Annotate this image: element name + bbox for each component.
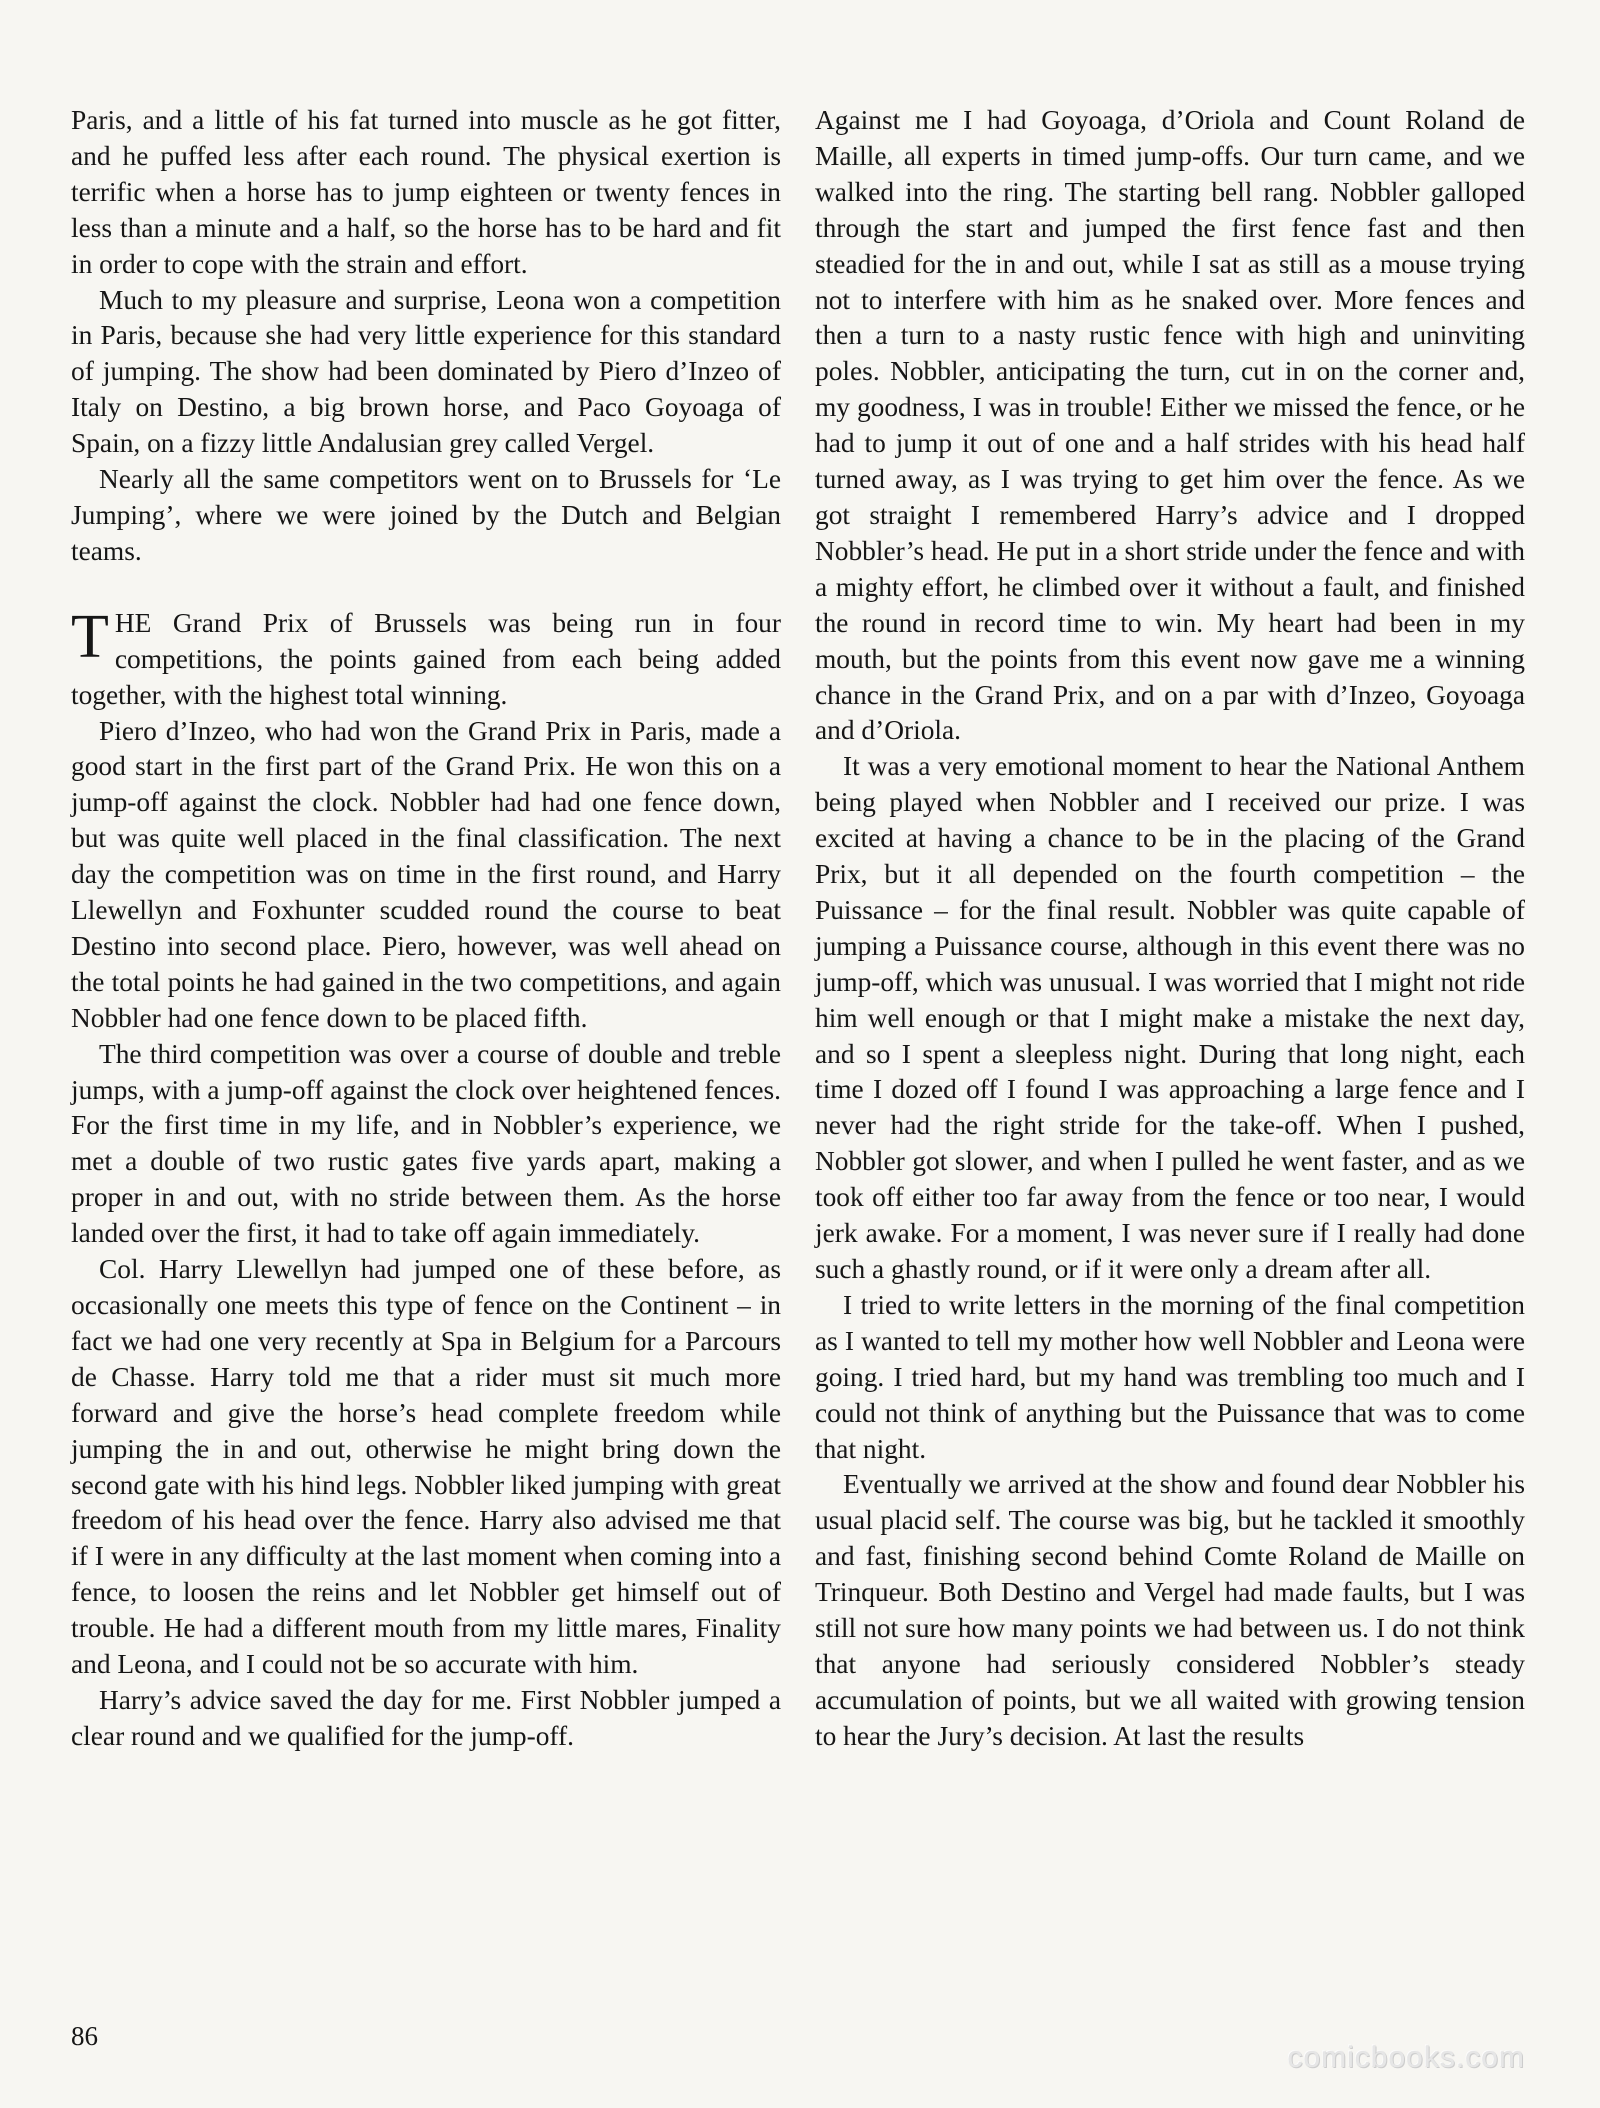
paragraph: I tried to write letters in the morning of the final competition as I wanted to tell my mother how well Nobbler and Leona were going. I tried hard, but my hand was trembling too much and I could not think of anything but the Puissance that was to come that night. xyxy=(815,1289,1525,1464)
paragraph: Against me I had Goyoaga, d’Oriola and Count Roland de Maille, all experts in timed jump-offs. Our turn came, and we walked into the ring. The starting bell rang. Nobbler galloped through the start and jumped the first fence fast and then steadied for the in and out, while I sat as still as a mouse trying not to interfere with him as he snaked over. More fences and then a turn to a nasty rustic fence with high and uninviting poles. Nobbler, anticipating the turn, cut in on the corner and, my goodness, I was in trouble! Either we missed the fence, or he had to jump it out of one and a half strides with his head half turned away, as I was trying to get him over the fence. As we got straight I remembered Harry’s advice and I dropped Nobbler’s head. He put in a short stride under the fence and with a mighty effort, he climbed over it without a fault, and finished the round in record time to win. My heart had been in my mouth, but the points from this event now gave me a winning chance in the Grand Prix, and on a par with d’Inzeo, Goyoaga and d’Oriola. xyxy=(815,105,1525,746)
paragraph: It was a very emotional moment to hear the National Anthem being played when Nobbler and I received our prize. I was excited at having a chance to be in the placing of the Grand Prix, but it all depended on the fourth competition – the Puissance – for the final result. Nobbler was quite capable of jumping a Puissance course, although in this event there was no jump-off, which was unusual. I was worried that I might not ride him well enough or that I might make a mistake the next day, and so I spent a sleepless night. During that long night, each time I dozed off I found I was approaching a large fence and I never had the right stride for the take-off. When I pushed, Nobbler got slower, and when I pulled he went faster, and as we took off either too far away from the fence or too near, I would jerk awake. For a moment, I was never sure if I really had done such a ghastly round, or if it were only a dream after all. xyxy=(815,751,1525,1284)
left-column xyxy=(71,103,781,1755)
drop-cap: T xyxy=(71,602,109,671)
paragraph: Much to my pleasure and surprise, Leona won a competition in Paris, because she had very little experience for this standard of jumping. The show had been dominated by Piero d’Inzeo of Italy on Destino, a big brown horse, and Paco Goyoaga of Spain, on a fizzy little Andalusian grey called Vergel. xyxy=(71,284,781,459)
paragraph: Col. Harry Llewellyn had jumped one of these before, as occasionally one meets this type of fence on the Continent – in fact we had one very recently at Spa in Belgium for a Parcours de Chasse. Harry told me that a rider must sit much more forward and give the horse’s head complete freedom while jumping the in and out, otherwise he might bring down the second gate with his hind legs. Nobbler liked jumping with great freedom of his head over the fence. Harry also advised me that if I were in any difficulty at the last moment when coming into a fence, to loosen the reins and let Nobbler get himself out of trouble. He had a different mouth from my little mares, Finality and Leona, and I could not be so accurate with him. xyxy=(71,1254,781,1680)
page-number: 86 xyxy=(71,2021,98,2051)
paragraph: Harry’s advice saved the day for me. First Nobbler jumped a clear round and we qualified for the jump-off. xyxy=(71,1684,781,1751)
paragraph: Paris, and a little of his fat turned into muscle as he got fitter, and he puffed less after each round. The physical exertion is terrific when a horse has to jump eighteen or twenty fences in less than a minute and a half, so the horse has to be hard and fit in order to cope with the strain and effort. xyxy=(71,105,781,279)
section-opening-paragraph xyxy=(71,602,781,714)
paragraph-text: HE Grand Prix of Brussels was being run in four competitions, the points gained from each being added together, with the highest total winning. xyxy=(71,607,781,710)
paragraph: Nearly all the same competitors went on to Brussels for ‘Le Jumping’, where we were joined by the Dutch and Belgian teams. xyxy=(71,464,781,566)
watermark: comicbooks.com xyxy=(1287,2041,1525,2074)
paragraph: Eventually we arrived at the show and found dear Nobbler his usual placid self. The course was big, but he tackled it smoothly and fast, finishing second behind Comte Roland de Maille on Trinqueur. Both Destino and Vergel had made faults, but I was still not sure how many points we had between us. I do not think that anyone had seriously considered Nobbler’s steady accumulation of points, but we all waited with growing tension to hear the Jury’s decision. At last the results xyxy=(815,1469,1525,1751)
paragraph: Piero d’Inzeo, who had won the Grand Prix in Paris, made a good start in the first part of the Grand Prix. He won this on a jump-off against the clock. Nobbler had had one fence down, but was quite well placed in the final classification. The next day the competition was on time in the first round, and Harry Llewellyn and Foxhunter scudded round the course to beat Destino into second place. Piero, however, was well ahead on the total points he had gained in the two competitions, and again Nobbler had one fence down to be placed fifth. xyxy=(71,715,781,1033)
right-column xyxy=(815,103,1525,1755)
paragraph: The third competition was over a course of double and treble jumps, with a jump-off against the clock over heightened fences. For the first time in my life, and in Nobbler’s experience, we met a double of two rustic gates five yards apart, making a proper in and out, with no stride between them. As the horse landed over the first, it had to take off again immediately. xyxy=(71,1038,781,1249)
